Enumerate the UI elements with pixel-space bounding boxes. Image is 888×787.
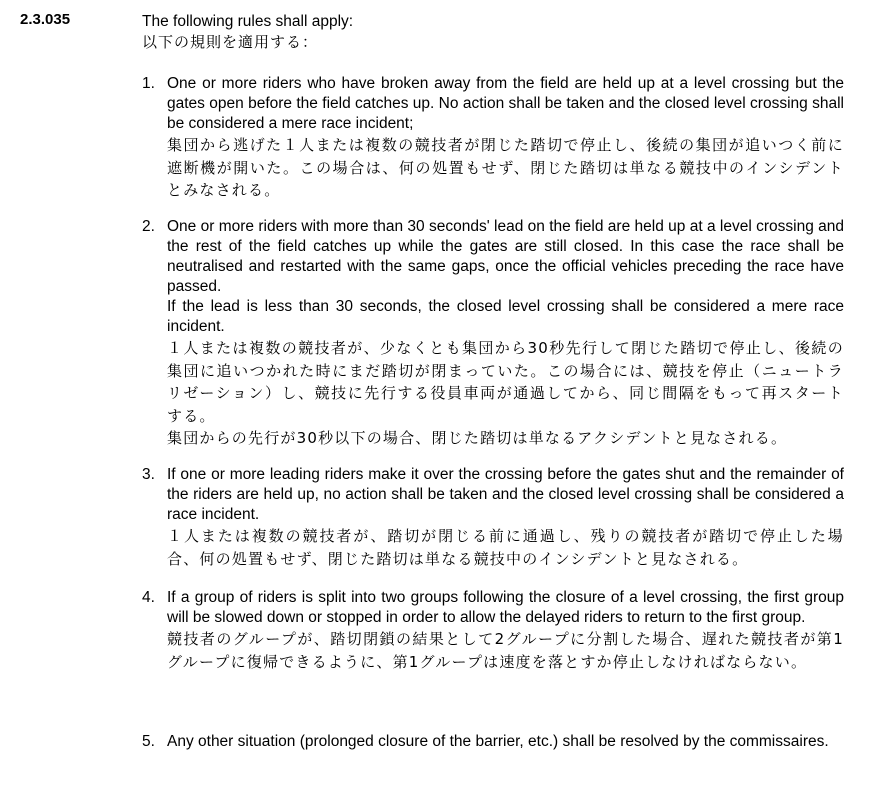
rule-text-japanese: 集団から逃げた１人または複数の競技者が閉じた踏切で停止し、後続の集団が追いつく前に遮断機が開いた。この場合は、何の処置もせず、閉じた踏切は単なる競技中のインシデントとみなされる。 [167,136,844,199]
rule-number: 3. [142,466,155,483]
intro-english: The following rules shall apply: [142,13,354,30]
rule-4 [142,588,844,673]
rule-text-english-2: If the lead is less than 30 seconds, the closed level crossing shall be considered a mere race incident. [167,298,844,335]
rule-text-english: One or more riders who have broken away from the field are held up at a level crossing but the gates open before the field catches up. No action shall be taken and the closed level crossing shall be considered a mere race incident; [167,75,844,132]
intro-japanese: 以下の規則を適用する： [142,33,319,51]
rule-5 [142,732,844,752]
rule-number: 2. [142,218,155,235]
article-intro [142,12,852,52]
rule-number: 4. [142,589,155,606]
rule-text-english: If one or more leading riders make it over the crossing before the gates shut and the remainder of the riders are held up, no action shall be taken and the closed level crossing shall be considered a race incident. [167,466,844,523]
rule-3 [142,465,844,570]
rule-text-english: One or more riders with more than 30 seconds' lead on the field are held up at a level crossing and the rest of the field catches up while the gates are still closed. In this case the race shall be neutralised and restarted with the same gaps, once the official vehicles preceding the race have passed. [167,218,844,295]
rule-text-japanese: １人または複数の競技者が、少なくとも集団から30秒先行して閉じた踏切で停止し、後続の集団に追いつかれた時にまだ踏切が閉まっていた。この場合には、競技を停止（ニュートラリゼーション）し、競技に先行する役員車両が通過してから、同じ間隔をもって再スタートする。 [167,339,844,425]
rule-2 [142,217,844,450]
rule-1 [142,74,844,202]
rule-text-japanese: 競技者のグループが、踏切閉鎖の結果として2グループに分割した場合、遅れた競技者が第1グループに復帰できるように、第1グループは速度を落とすか停止しなければならない。 [167,630,844,671]
rule-text-japanese: １人または複数の競技者が、踏切が閉じる前に通過し、残りの競技者が踏切で停止した場合、何の処置もせず、閉じた踏切は単なる競技中のインシデントと見なされる。 [167,527,844,568]
article-number: 2.3.035 [20,11,71,28]
rule-text-english: If a group of riders is split into two groups following the closure of a level crossing, the first group will be slowed down or stopped in order to allow the delayed riders to return to the first group. [167,589,844,626]
rule-number: 1. [142,75,155,92]
rule-text-japanese-2: 集団からの先行が30秒以下の場合、閉じた踏切は単なるアクシデントと見なされる。 [167,429,788,447]
rule-number: 5. [142,733,155,750]
rule-text-english: Any other situation (prolonged closure of the barrier, etc.) shall be resolved by the commissaires. [167,733,829,750]
